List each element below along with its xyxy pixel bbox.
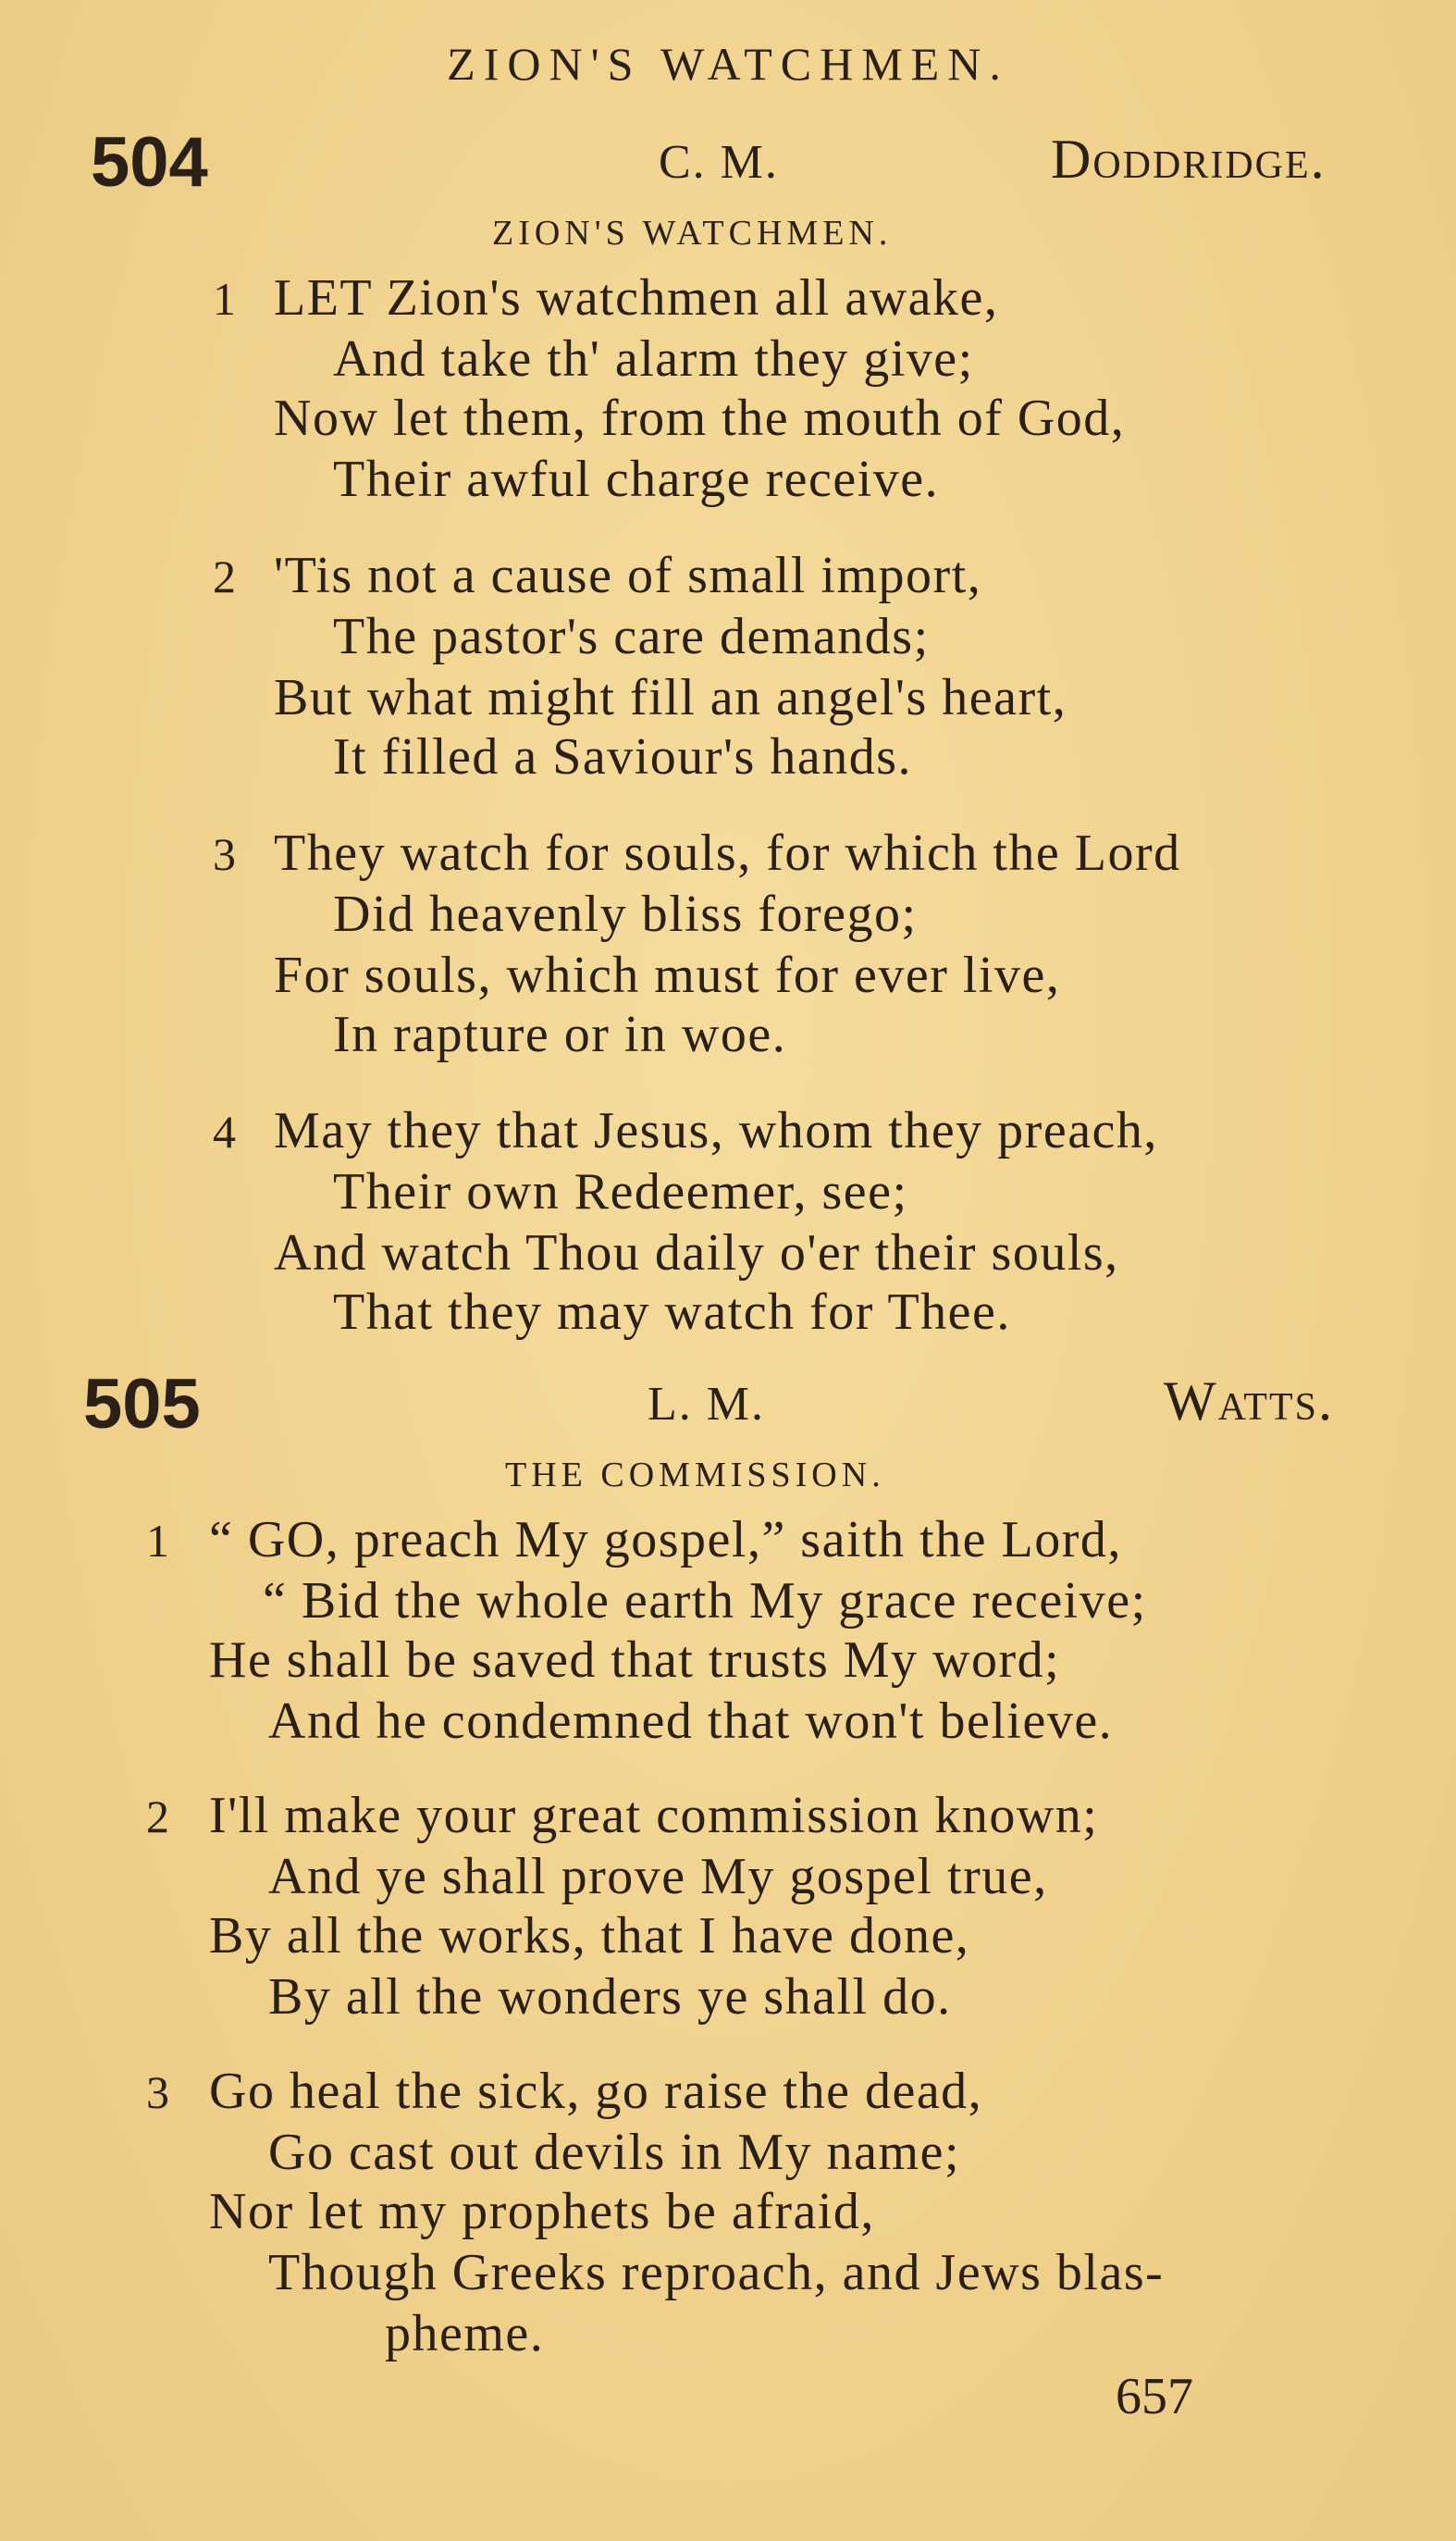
verse-line: Go heal the sick, go raise the dead,	[209, 2063, 983, 2120]
verse-line: He shall be saved that trusts My word;	[209, 1631, 1061, 1689]
hymn-meter: C. M.	[659, 136, 779, 189]
verse-line: “ Bid the whole earth My grace receive;	[263, 1572, 1147, 1630]
hymn-author: Doddridge.	[1051, 129, 1326, 190]
verse-line: But what might fill an angel's heart,	[274, 669, 1067, 726]
verse-line: And take th' alarm they give;	[333, 330, 974, 388]
hymn-title: THE COMMISSION.	[505, 1456, 885, 1494]
stanza-number: 1	[213, 273, 236, 325]
verse-line: Their own Redeemer, see;	[333, 1163, 908, 1221]
hymn-number: 505	[83, 1365, 201, 1444]
page-number: 657	[1116, 2368, 1193, 2425]
verse-line: Their awful charge receive.	[333, 451, 940, 508]
verse-line: They watch for souls, for which the Lord	[274, 824, 1181, 882]
verse-line: 'Tis not a cause of small import,	[274, 547, 982, 604]
verse-line: And watch Thou daily o'er their souls,	[274, 1224, 1119, 1282]
stanza-number: 4	[213, 1106, 236, 1158]
hymn-number: 504	[91, 123, 208, 202]
stanza-number: 1	[146, 1515, 169, 1567]
verse-line: And ye shall prove My gospel true,	[268, 1848, 1048, 1905]
hymn-title: ZION'S WATCHMEN.	[492, 214, 893, 253]
verse-line: And he condemned that won't believe.	[268, 1692, 1114, 1750]
verse-line: Now let them, from the mouth of God,	[274, 390, 1126, 447]
verse-line: In rapture or in woe.	[333, 1006, 787, 1063]
stanza-number: 2	[146, 1791, 169, 1842]
running-head: ZION'S WATCHMEN.	[447, 38, 1009, 90]
verse-line: I'll make your great commission known;	[209, 1787, 1099, 1844]
verse-line: It filled a Saviour's hands.	[333, 728, 912, 786]
verse-line: By all the works, that I have done,	[209, 1907, 970, 1965]
verse-line: By all the wonders ye shall do.	[268, 1968, 952, 2026]
stanza-number: 2	[213, 551, 236, 602]
verse-line: May they that Jesus, whom they preach,	[274, 1102, 1158, 1159]
verse-line: pheme.	[385, 2305, 545, 2362]
hymn-meter: L. M.	[648, 1378, 765, 1431]
verse-line: Did heavenly bliss forego;	[333, 886, 918, 943]
verse-line: The pastor's care demands;	[333, 608, 930, 665]
verse-line: “ GO, preach My gospel,” saith the Lord,	[209, 1511, 1122, 1568]
verse-line: That they may watch for Thee.	[333, 1283, 1011, 1341]
verse-line: Nor let my prophets be afraid,	[209, 2183, 875, 2240]
verse-line: LET Zion's watchmen all awake,	[274, 269, 999, 327]
stanza-number: 3	[213, 828, 236, 880]
verse-line: Though Greeks reproach, and Jews blas-	[268, 2244, 1165, 2301]
hymn-author: Watts.	[1164, 1370, 1334, 1432]
verse-line: Go cast out devils in My name;	[268, 2124, 961, 2181]
stanza-number: 3	[146, 2066, 169, 2118]
verse-line: For souls, which must for ever live,	[274, 947, 1061, 1004]
